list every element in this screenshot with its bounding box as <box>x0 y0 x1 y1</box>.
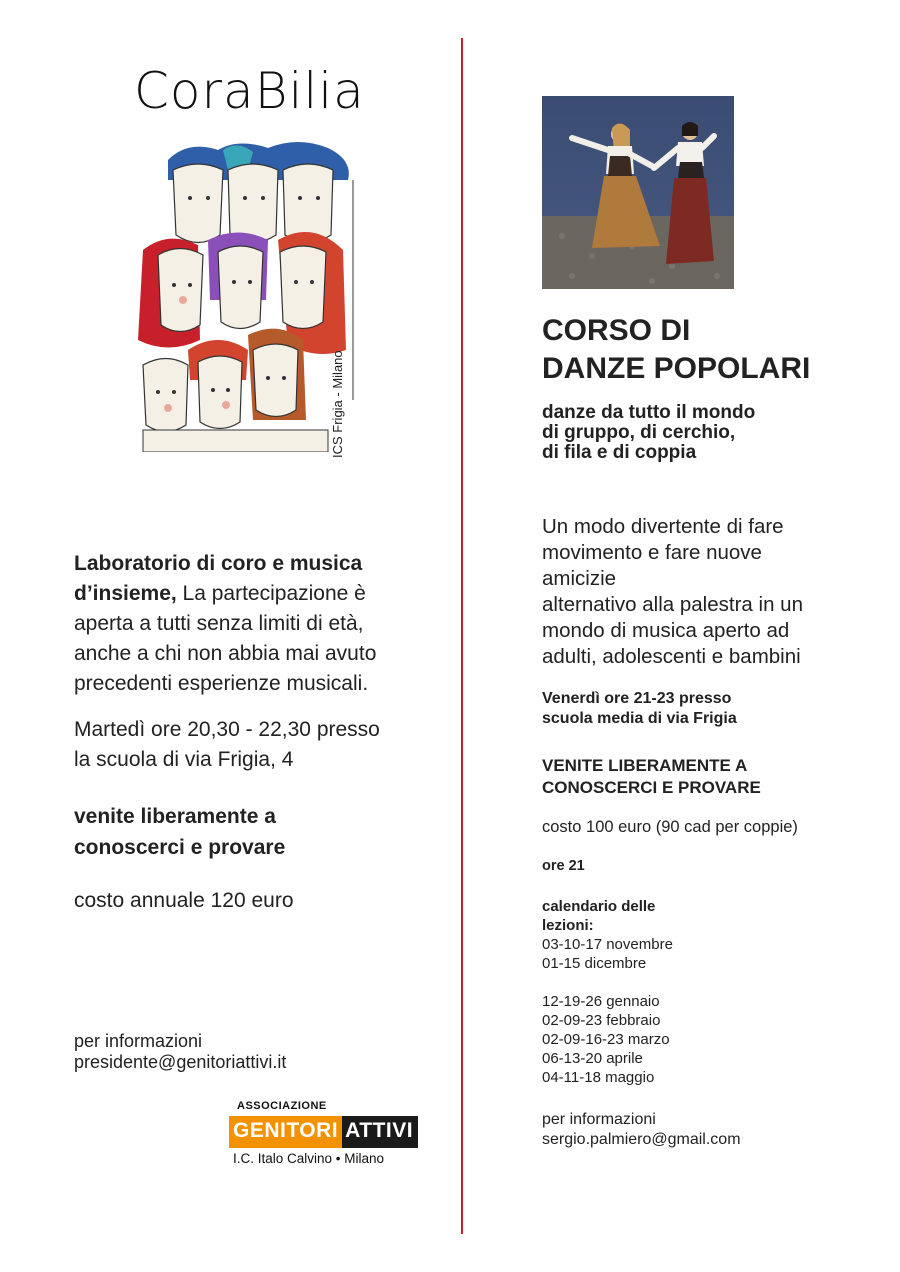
dance-cost: costo 100 euro (90 cad per coppie) <box>542 818 798 836</box>
desc-line: Un modo divertente di fare <box>542 515 784 538</box>
dance-schedule <box>542 689 737 729</box>
corabilia-logo: CoraBilia <box>134 62 365 120</box>
choir-schedule <box>74 715 434 775</box>
logo-bar <box>229 1116 418 1148</box>
calendar-list <box>542 935 673 1087</box>
calendar-entry: 04-11-18 maggio <box>542 1069 655 1086</box>
intro-bold: Laboratorio di coro e musica d’insieme, <box>74 552 363 605</box>
desc-line: alternativo alla palestra in un <box>542 593 803 616</box>
dance-cta <box>542 755 761 799</box>
dance-info <box>542 1110 741 1150</box>
column-divider <box>461 38 463 1234</box>
choir-illustration <box>128 140 358 452</box>
calendar-entry: 01-15 dicembre <box>542 955 647 972</box>
calendar-entry: 12-19-26 gennaio <box>542 993 660 1010</box>
schedule-line: scuola media di via Frigia <box>542 710 737 727</box>
logo-word-genitori: GENITORI <box>229 1116 342 1148</box>
info-label: per informazioni <box>542 1111 656 1128</box>
calendar-entry: 02-09-16-23 marzo <box>542 1031 670 1048</box>
title-line: CORSO DI <box>542 314 691 347</box>
choir-intro <box>74 549 424 699</box>
schedule-line: la scuola di via Frigia, 4 <box>74 748 294 771</box>
desc-line: mondo di musica aperto ad <box>542 619 790 642</box>
schedule-line: Martedì ore 20,30 - 22,30 presso <box>74 718 380 741</box>
calendar-entry <box>542 973 673 992</box>
dance-course-subtitle <box>542 403 755 463</box>
info-email-link[interactable]: presidente@genitoriattivi.it <box>74 1052 287 1072</box>
cta-line: VENITE LIBERAMENTE A <box>542 756 748 775</box>
dance-course-description <box>542 514 842 670</box>
logo-word-attivi: ATTIVI <box>342 1116 418 1148</box>
desc-line: adulti, adolescenti e bambini <box>542 645 801 668</box>
dance-course-title <box>542 312 810 388</box>
calendar-entry: 02-09-23 febbraio <box>542 1012 661 1029</box>
cta-line: conoscerci e provare <box>74 836 286 859</box>
schedule-line: Venerdì ore 21-23 presso <box>542 690 732 707</box>
choir-info <box>74 1031 286 1073</box>
desc-line: amicizie <box>542 567 617 590</box>
calendar-heading: lezioni: <box>542 917 594 934</box>
logo-subtitle: I.C. Italo Calvino • Milano <box>233 1151 385 1166</box>
lesson-calendar <box>542 897 673 1087</box>
subtitle-line: di gruppo, di cerchio, <box>542 422 736 443</box>
info-email-link[interactable]: sergio.palmiero@gmail.com <box>542 1131 741 1148</box>
cta-line: venite liberamente a <box>74 805 276 828</box>
genitori-attivi-logo <box>229 1100 414 1170</box>
dance-time: ore 21 <box>542 858 585 874</box>
info-label: per informazioni <box>74 1031 203 1051</box>
dance-photo <box>542 96 734 289</box>
calendar-entry: 06-13-20 aprile <box>542 1050 643 1067</box>
choir-cost: costo annuale 120 euro <box>74 889 294 912</box>
subtitle-line: danze da tutto il mondo <box>542 402 756 423</box>
desc-line: movimento e fare nuove <box>542 541 762 564</box>
choir-cta <box>74 801 424 863</box>
calendar-heading: calendario delle <box>542 898 656 915</box>
art-caption: ICS Frigia - Milano <box>330 350 345 458</box>
title-line: DANZE POPOLARI <box>542 352 811 385</box>
cta-line: CONOSCERCI E PROVARE <box>542 778 761 797</box>
calendar-entry: 03-10-17 novembre <box>542 936 673 953</box>
intro-text: La partecipazione è aperta a tutti senza limiti di età, anche a chi non abbia mai avuto precedenti esperienze musicali. <box>74 582 377 695</box>
logo-assoc-text: ASSOCIAZIONE <box>237 1100 327 1112</box>
subtitle-line: di fila e di coppia <box>542 442 697 463</box>
